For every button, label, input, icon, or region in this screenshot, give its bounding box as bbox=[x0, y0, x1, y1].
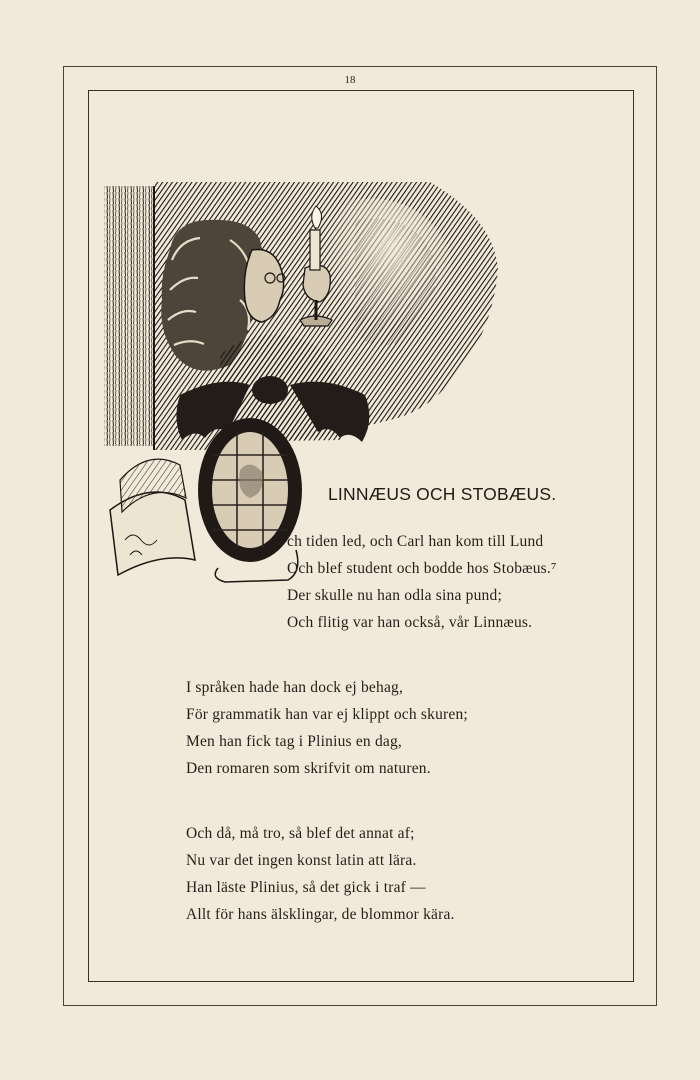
stanza-3 bbox=[186, 820, 455, 928]
page-number: 18 bbox=[344, 74, 356, 86]
verse-line: Och då, må tro, så blef det annat af; bbox=[186, 825, 415, 842]
verse-line: Men han fick tag i Plinius en dag, bbox=[186, 733, 403, 750]
verse-line: Han läste Plinius, så det gick i traf — bbox=[186, 879, 426, 896]
verse-line: ch tiden led, och Carl han kom till Lund bbox=[287, 533, 544, 550]
verse-line: I språken hade han dock ej behag, bbox=[186, 679, 404, 696]
verse-line: Nu var det ingen konst latin att lära. bbox=[186, 852, 417, 869]
poem-title: LINNÆUS OCH STOBÆUS. bbox=[328, 484, 557, 504]
verse-line: Den romaren som skrifvit om naturen. bbox=[186, 760, 431, 777]
stanza-2 bbox=[186, 674, 468, 782]
verse-line: För grammatik han var ej klippt och skuren; bbox=[186, 706, 468, 723]
verse-line: Och flitig var han också, vår Linnæus. bbox=[287, 614, 533, 631]
stanza-1 bbox=[287, 528, 557, 636]
verse-line: Allt för hans älsklingar, de blommor kära. bbox=[186, 906, 455, 923]
verse-line: Der skulle nu han odla sina pund; bbox=[287, 587, 502, 604]
verse-line: Och blef student och bodde hos Stobæus.⁷ bbox=[287, 560, 557, 577]
